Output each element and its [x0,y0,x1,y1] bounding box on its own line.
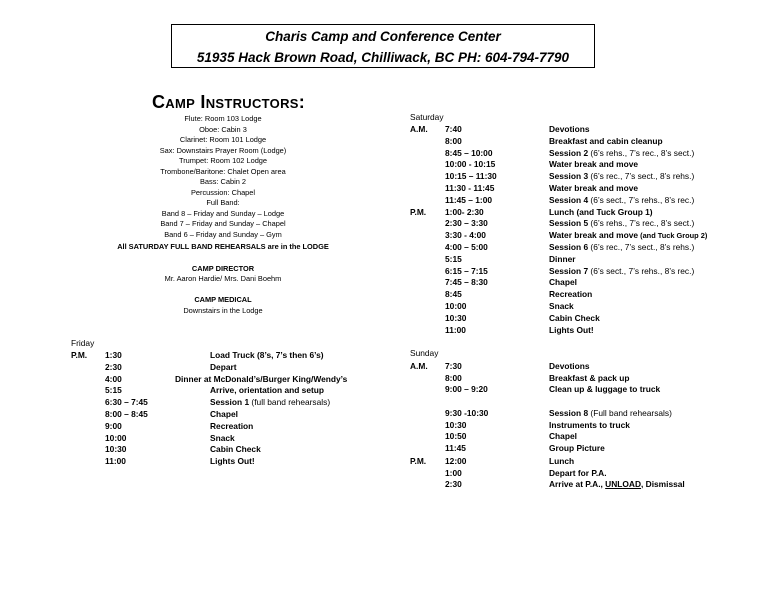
instructors-title: Camp Instructors: [152,92,306,112]
activity-text: Depart for P.A. [549,468,607,478]
activity-note: (6’s sect., 7’s rehs., 8’s rec.) [588,194,695,205]
schedule-row [410,361,768,373]
activity-text: Group Picture [549,443,605,453]
time-cell: 5:15 [105,385,122,396]
activity-cell [210,421,253,431]
activity-cell [549,218,694,228]
instructors-list [100,114,346,241]
activity-cell [549,313,600,323]
time-cell: 10:00 [105,432,127,443]
time-cell: 10:15 – 11:30 [445,171,497,182]
time-cell: 4:00 [105,373,122,384]
medical-location: Downstairs in the Lodge [183,306,263,315]
time-cell: 1:00 [445,468,462,478]
instructor-item: Trumpet: Room 102 Lodge [178,156,268,166]
activity-text: Chapel [549,277,577,288]
activity-text: Instruments to truck [549,420,630,430]
time-cell: 6:30 – 7:45 [105,397,148,408]
schedule-row [410,218,768,230]
time-cell: 11:00 [445,324,466,335]
schedule-row [410,136,768,148]
activity-text: Session 2 [549,147,589,158]
activity-cell [175,374,347,384]
activity-text: Lunch [549,456,575,466]
time-cell: 8:45 – 10:00 [445,147,493,158]
instructor-item: Oboe: Cabin 3 [199,124,247,134]
schedule-row [410,479,768,491]
activity-cell [549,384,660,394]
schedule-row [410,242,768,254]
activity-cell [210,433,235,443]
schedule-row [410,254,768,266]
activity-text: Session 1 [210,397,250,408]
schedule-row [71,456,431,468]
time-cell: 2:30 – 3:30 [445,218,488,229]
activity-cell [549,207,653,217]
activity-cell [549,443,605,453]
activity-text: Water break and move [549,183,639,193]
activity-note: (6’s rehs., 7’s rec., 8’s sect.) [588,218,695,229]
time-cell: 9:00 [105,420,122,431]
instructor-item: Flute: Room 103 Lodge [184,114,262,123]
activity-cell [549,254,576,264]
activity-cell [549,289,592,299]
time-cell: 9:00 – 9:20 [445,384,488,394]
time-cell: 3:30 - 4:00 [445,230,486,241]
time-cell: 2:30 [105,361,122,372]
activity-cell [549,479,685,489]
header-box [171,24,595,68]
schedule-row [410,171,768,183]
activity-cell [210,444,261,454]
time-cell: 11:45 – 1:00 [445,194,493,205]
instructor-item: Clarinet: Room 101 Lodge [179,135,267,145]
time-cell: 8:00 [445,373,462,383]
activity-cell [549,159,638,169]
activity-cell [210,350,324,360]
time-cell: 9:30 -10:30 [445,408,489,418]
activity-text: Recreation [549,289,593,300]
schedule-row [71,362,431,374]
schedule-row [410,266,768,278]
time-cell: 1:00- 2:30 [445,206,484,217]
instructor-item: Sax: Downstairs Prayer Room (Lodge) [159,145,287,155]
activity-cell [549,408,672,418]
schedule-row [410,148,768,160]
time-cell: 2:30 [445,479,462,489]
activity-text: Cabin Check [549,312,600,323]
schedule-row [71,350,431,362]
schedule-row [71,444,431,456]
time-cell: 7:45 – 8:30 [445,277,488,288]
schedule-row [410,159,768,171]
friday-label: Friday [71,338,95,348]
activity-text: Dinner at McDonald’s/Burger King/Wendy’s [175,373,348,384]
activity-text: Water break and move [549,159,639,170]
time-cell: 10:30 [445,312,467,323]
time-cell: 10:00 [445,301,467,311]
activity-text: Depart [210,361,237,372]
time-cell: 12:00 [445,456,467,466]
activity-text: Lights Out! [549,324,594,335]
time-cell: 11:30 - 11:45 [445,183,495,193]
activity-note: (Full band rehearsals) [588,408,672,418]
time-cell: 8:00 [445,135,462,146]
activity-text: Chapel [210,409,238,419]
activity-cell [210,409,238,419]
activity-cell [210,456,255,466]
activity-text: Dinner [549,253,576,264]
activity-text: Arrive at P.A., [549,479,606,489]
schedule-row [410,124,768,136]
time-cell: 10:30 [105,444,127,455]
period-label: A.M. [410,361,428,371]
schedule-row [410,408,768,420]
activity-cell [549,468,607,478]
activity-cell [549,195,694,205]
instructor-item: Trombone/Baritone: Chalet Open area [160,166,286,176]
activity-text: Session 6 [549,242,589,252]
activity-cell [210,397,330,407]
schedule-row [410,325,768,337]
activity-note: (6’s rehs., 7’s rec., 8’s sect.) [588,147,695,158]
activity-text: Arrive, orientation and setup [210,385,325,396]
schedule-row [71,374,431,386]
schedule-row [71,433,431,445]
schedule-row [410,384,768,396]
activity-cell [549,361,590,371]
time-cell: 10:30 [445,420,467,430]
director-names: Mr. Aaron Hardie/ Mrs. Dani Boehm [164,274,282,283]
instructor-item: Band 7 – Friday and Sunday – Chapel [160,219,286,229]
activity-text: Session 8 [549,408,589,418]
instructor-item: Band 8 – Friday and Sunday – Lodge [161,208,285,218]
activity-cell [549,230,707,240]
instructor-item: Percussion: Chapel [190,187,256,197]
activity-cell [549,456,574,466]
time-cell: 10:50 [445,431,467,441]
time-cell: 7:30 [445,361,462,371]
activity-cell [210,362,237,372]
activity-cell [549,431,577,441]
activity-text: Devotions [549,124,590,134]
activity-emphasis: UNLOAD [605,479,641,489]
activity-cell [210,385,324,395]
instructor-item: Bass: Cabin 2 [199,177,246,187]
time-cell: 8:45 [445,289,462,300]
schedule-row [410,207,768,219]
activity-cell [549,277,577,287]
time-cell: 5:15 [445,253,462,264]
schedule-row [410,289,768,301]
period-label: A.M. [410,124,428,134]
time-cell: 11:00 [105,456,126,467]
activity-cell [549,136,663,146]
activity-cell [549,325,594,335]
medical-heading: CAMP MEDICAL [194,295,252,304]
activity-text: Snack [549,301,574,311]
activity-cell [549,124,590,134]
activity-text: Breakfast & pack up [549,373,630,383]
schedule-row [410,277,768,289]
instructor-item: Full Band: [206,198,240,208]
activity-text: Lunch (and Tuck Group 1) [549,206,653,217]
activity-cell [549,183,638,193]
schedule-row [71,409,431,421]
activity-cell [549,148,694,158]
time-cell: 8:00 – 8:45 [105,409,148,419]
schedule-row [71,421,431,433]
activity-cell [549,373,630,383]
instructors-note: All SATURDAY FULL BAND REHEARSALS are in the LODGE [117,242,329,251]
activity-note: (6’s rec., 7’s sect., 8’s rehs.) [588,171,695,182]
activity-cell [549,420,630,430]
activity-text: Clean up & luggage to truck [549,384,661,394]
activity-cell [549,301,574,311]
time-cell: 10:00 - 10:15 [445,159,496,170]
camp-address: 51935 Hack Brown Road, Chilliwack, BC PH: 604-794-7790 [196,50,570,65]
activity-cell [549,242,694,252]
activity-text: Session 4 [549,194,589,205]
period-label: P.M. [71,350,88,360]
schedule-row [71,385,431,397]
period-label: P.M. [410,206,427,217]
activity-text: Session 3 [549,171,589,182]
activity-cell [549,171,694,181]
activity-note: (6’s rec., 7’s sect., 8’s rehs.) [588,242,695,252]
schedule-row [410,183,768,195]
time-cell: 7:40 [445,124,462,134]
schedule-row [410,313,768,325]
activity-text: Lights Out! [210,456,255,467]
activity-text: Recreation [210,420,254,431]
activity-text: Cabin Check [210,444,261,455]
time-cell: 6:15 – 7:15 [445,265,488,276]
director-heading: CAMP DIRECTOR [191,264,255,273]
schedule-row [410,431,768,443]
activity-text: Breakfast and cabin cleanup [549,135,663,146]
camp-name: Charis Camp and Conference Center [265,29,501,44]
activity-note: (6’s sect., 7’s rehs., 8’s rec.) [588,265,695,276]
schedule-row [410,230,768,242]
activity-note: (full band rehearsals) [249,397,331,408]
schedule-row [71,397,431,409]
activity-text: Session 7 [549,265,589,276]
schedule-row [410,301,768,313]
schedule-row [410,195,768,207]
sunday-label: Sunday [410,348,439,358]
activity-note: (and Tuck Group 2) [638,231,708,241]
activity-text: Session 5 [549,218,589,229]
activity-text: Snack [210,432,235,443]
activity-text: Devotions [549,361,590,371]
instructor-item: Band 6 – Friday and Sunday – Gym [164,230,282,240]
period-label: P.M. [410,456,427,466]
activity-text: Load Truck (8’s, 7’s then 6’s) [210,350,324,360]
time-cell: 4:00 – 5:00 [445,242,488,252]
activity-text: Chapel [549,431,577,441]
time-cell: 1:30 [105,350,122,360]
schedule-row [410,456,768,468]
activity-text: Water break and move [549,230,639,241]
time-cell: 11:45 [445,443,466,453]
activity-cell [549,266,694,276]
schedule-row [410,443,768,455]
activity-text: , Dismissal [641,479,685,489]
saturday-label: Saturday [410,112,444,122]
